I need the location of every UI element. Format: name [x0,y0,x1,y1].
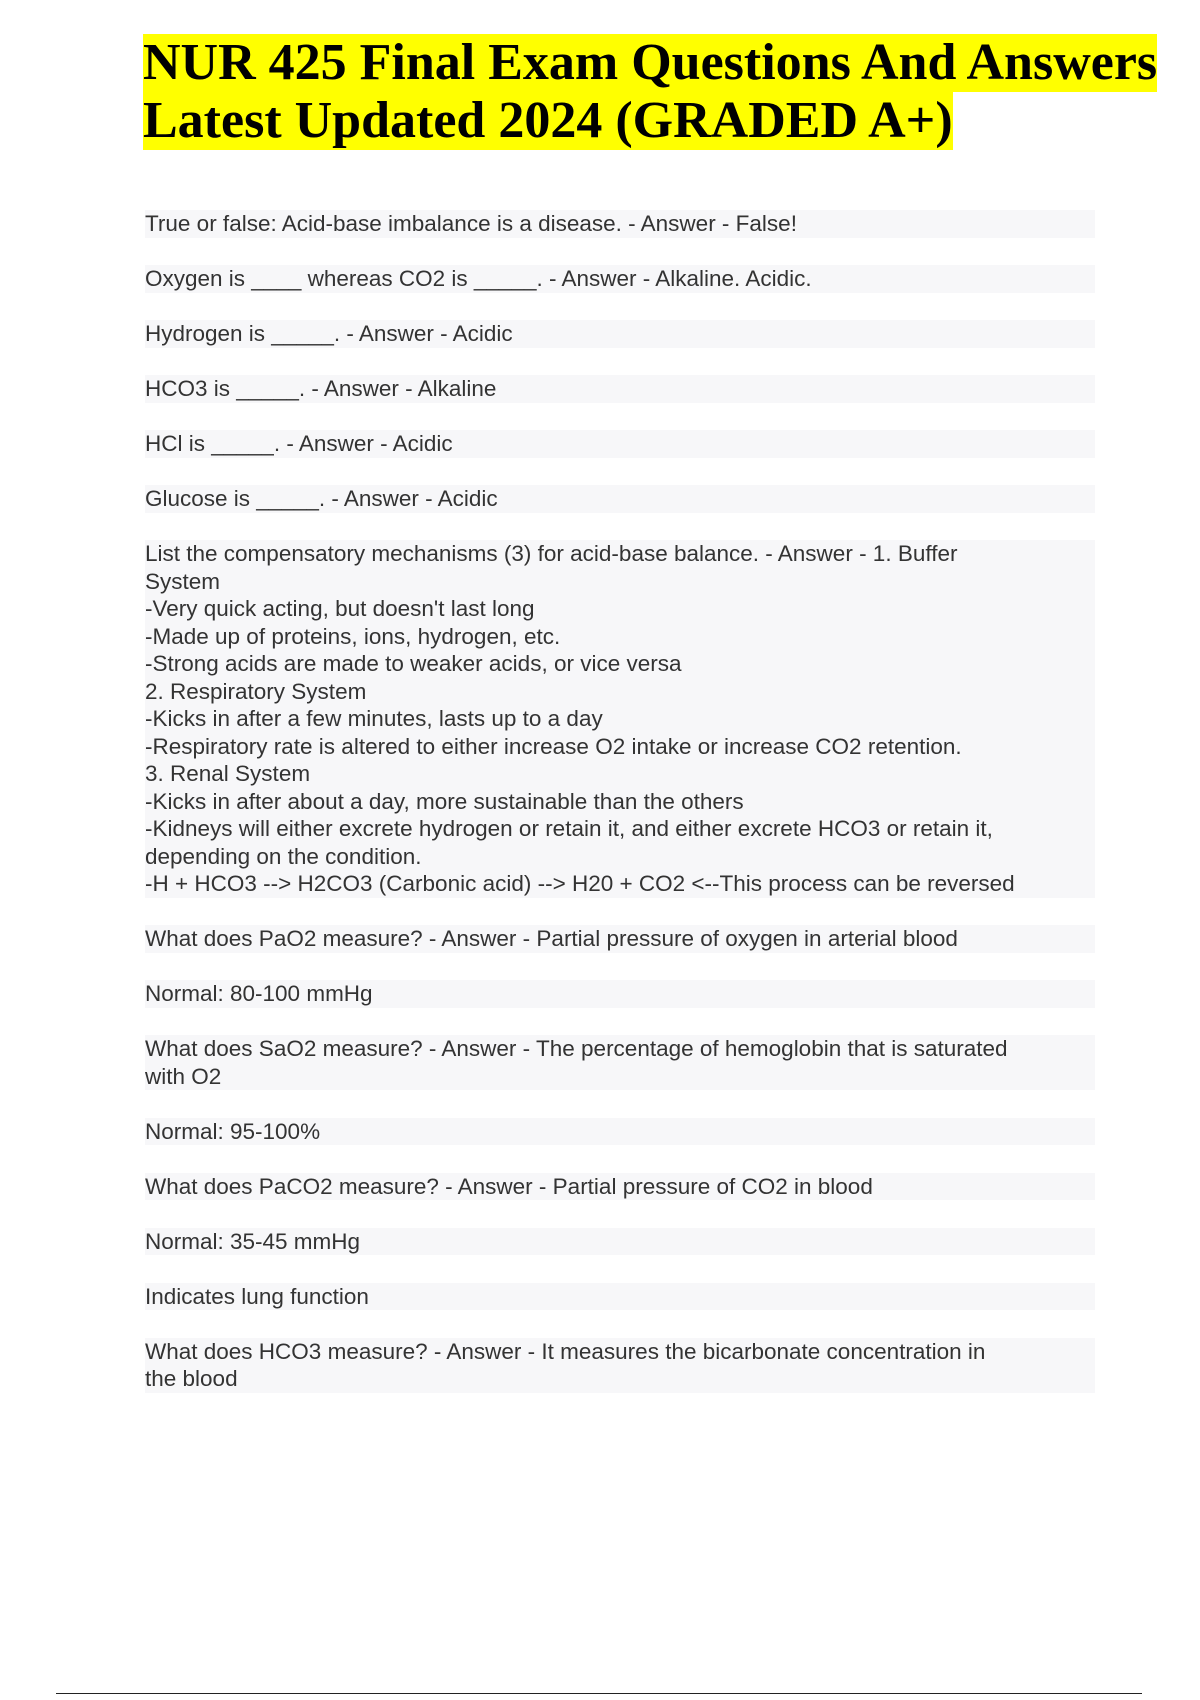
qa-paragraph [145,980,1095,1008]
text-line: What does HCO3 measure? - Answer - It measures the bicarbonate concentration in [145,1338,1095,1366]
text-line: Glucose is _____. - Answer - Acidic [145,485,1095,513]
text-line: Hydrogen is _____. - Answer - Acidic [145,320,1095,348]
document-title [143,34,1183,150]
text-line: Oxygen is ____ whereas CO2 is _____. - Answer - Alkaline. Acidic. [145,265,1095,293]
qa-paragraph [145,1118,1095,1146]
text-line: -Kidneys will either excrete hydrogen or retain it, and either excrete HCO3 or retain it, [145,815,1095,843]
text-line: Normal: 80-100 mmHg [145,980,1095,1008]
text-line: Indicates lung function [145,1283,1095,1311]
title-line-2: Latest Updated 2024 (GRADED A+) [143,92,953,149]
qa-paragraph [145,1283,1095,1311]
text-line: depending on the condition. [145,843,1095,871]
qa-paragraph [145,1035,1095,1090]
text-line: the blood [145,1365,1095,1393]
text-line: Normal: 95-100% [145,1118,1095,1146]
text-line: 3. Renal System [145,760,1095,788]
qa-paragraph [145,1338,1095,1393]
title-line-1: NUR 425 Final Exam Questions And Answers [143,34,1158,91]
qa-paragraph [145,925,1095,953]
qa-paragraph [145,265,1095,293]
qa-paragraph [145,1173,1095,1201]
text-line: -H + HCO3 --> H2CO3 (Carbonic acid) --> H20 + CO2 <--This process can be reversed [145,870,1095,898]
text-line: System [145,568,1095,596]
document-body [145,210,1095,1420]
qa-paragraph [145,485,1095,513]
qa-paragraph [145,1228,1095,1256]
text-line: HCO3 is _____. - Answer - Alkaline [145,375,1095,403]
text-line: with O2 [145,1063,1095,1091]
text-line: -Made up of proteins, ions, hydrogen, etc. [145,623,1095,651]
text-line: Normal: 35-45 mmHg [145,1228,1095,1256]
text-line: -Kicks in after about a day, more sustainable than the others [145,788,1095,816]
text-line: -Strong acids are made to weaker acids, or vice versa [145,650,1095,678]
qa-paragraph [145,320,1095,348]
text-line: -Respiratory rate is altered to either increase O2 intake or increase CO2 retention. [145,733,1095,761]
text-line: List the compensatory mechanisms (3) for acid-base balance. - Answer - 1. Buffer [145,540,1095,568]
text-line: What does SaO2 measure? - Answer - The percentage of hemoglobin that is saturated [145,1035,1095,1063]
text-line: What does PaO2 measure? - Answer - Partial pressure of oxygen in arterial blood [145,925,1095,953]
footer-divider [56,1693,1142,1694]
text-line: -Kicks in after a few minutes, lasts up to a day [145,705,1095,733]
qa-paragraph [145,430,1095,458]
text-line: 2. Respiratory System [145,678,1095,706]
text-line: -Very quick acting, but doesn't last long [145,595,1095,623]
qa-paragraph [145,540,1095,898]
qa-paragraph [145,375,1095,403]
text-line: True or false: Acid-base imbalance is a disease. - Answer - False! [145,210,1095,238]
text-line: HCl is _____. - Answer - Acidic [145,430,1095,458]
qa-paragraph [145,210,1095,238]
text-line: What does PaCO2 measure? - Answer - Partial pressure of CO2 in blood [145,1173,1095,1201]
